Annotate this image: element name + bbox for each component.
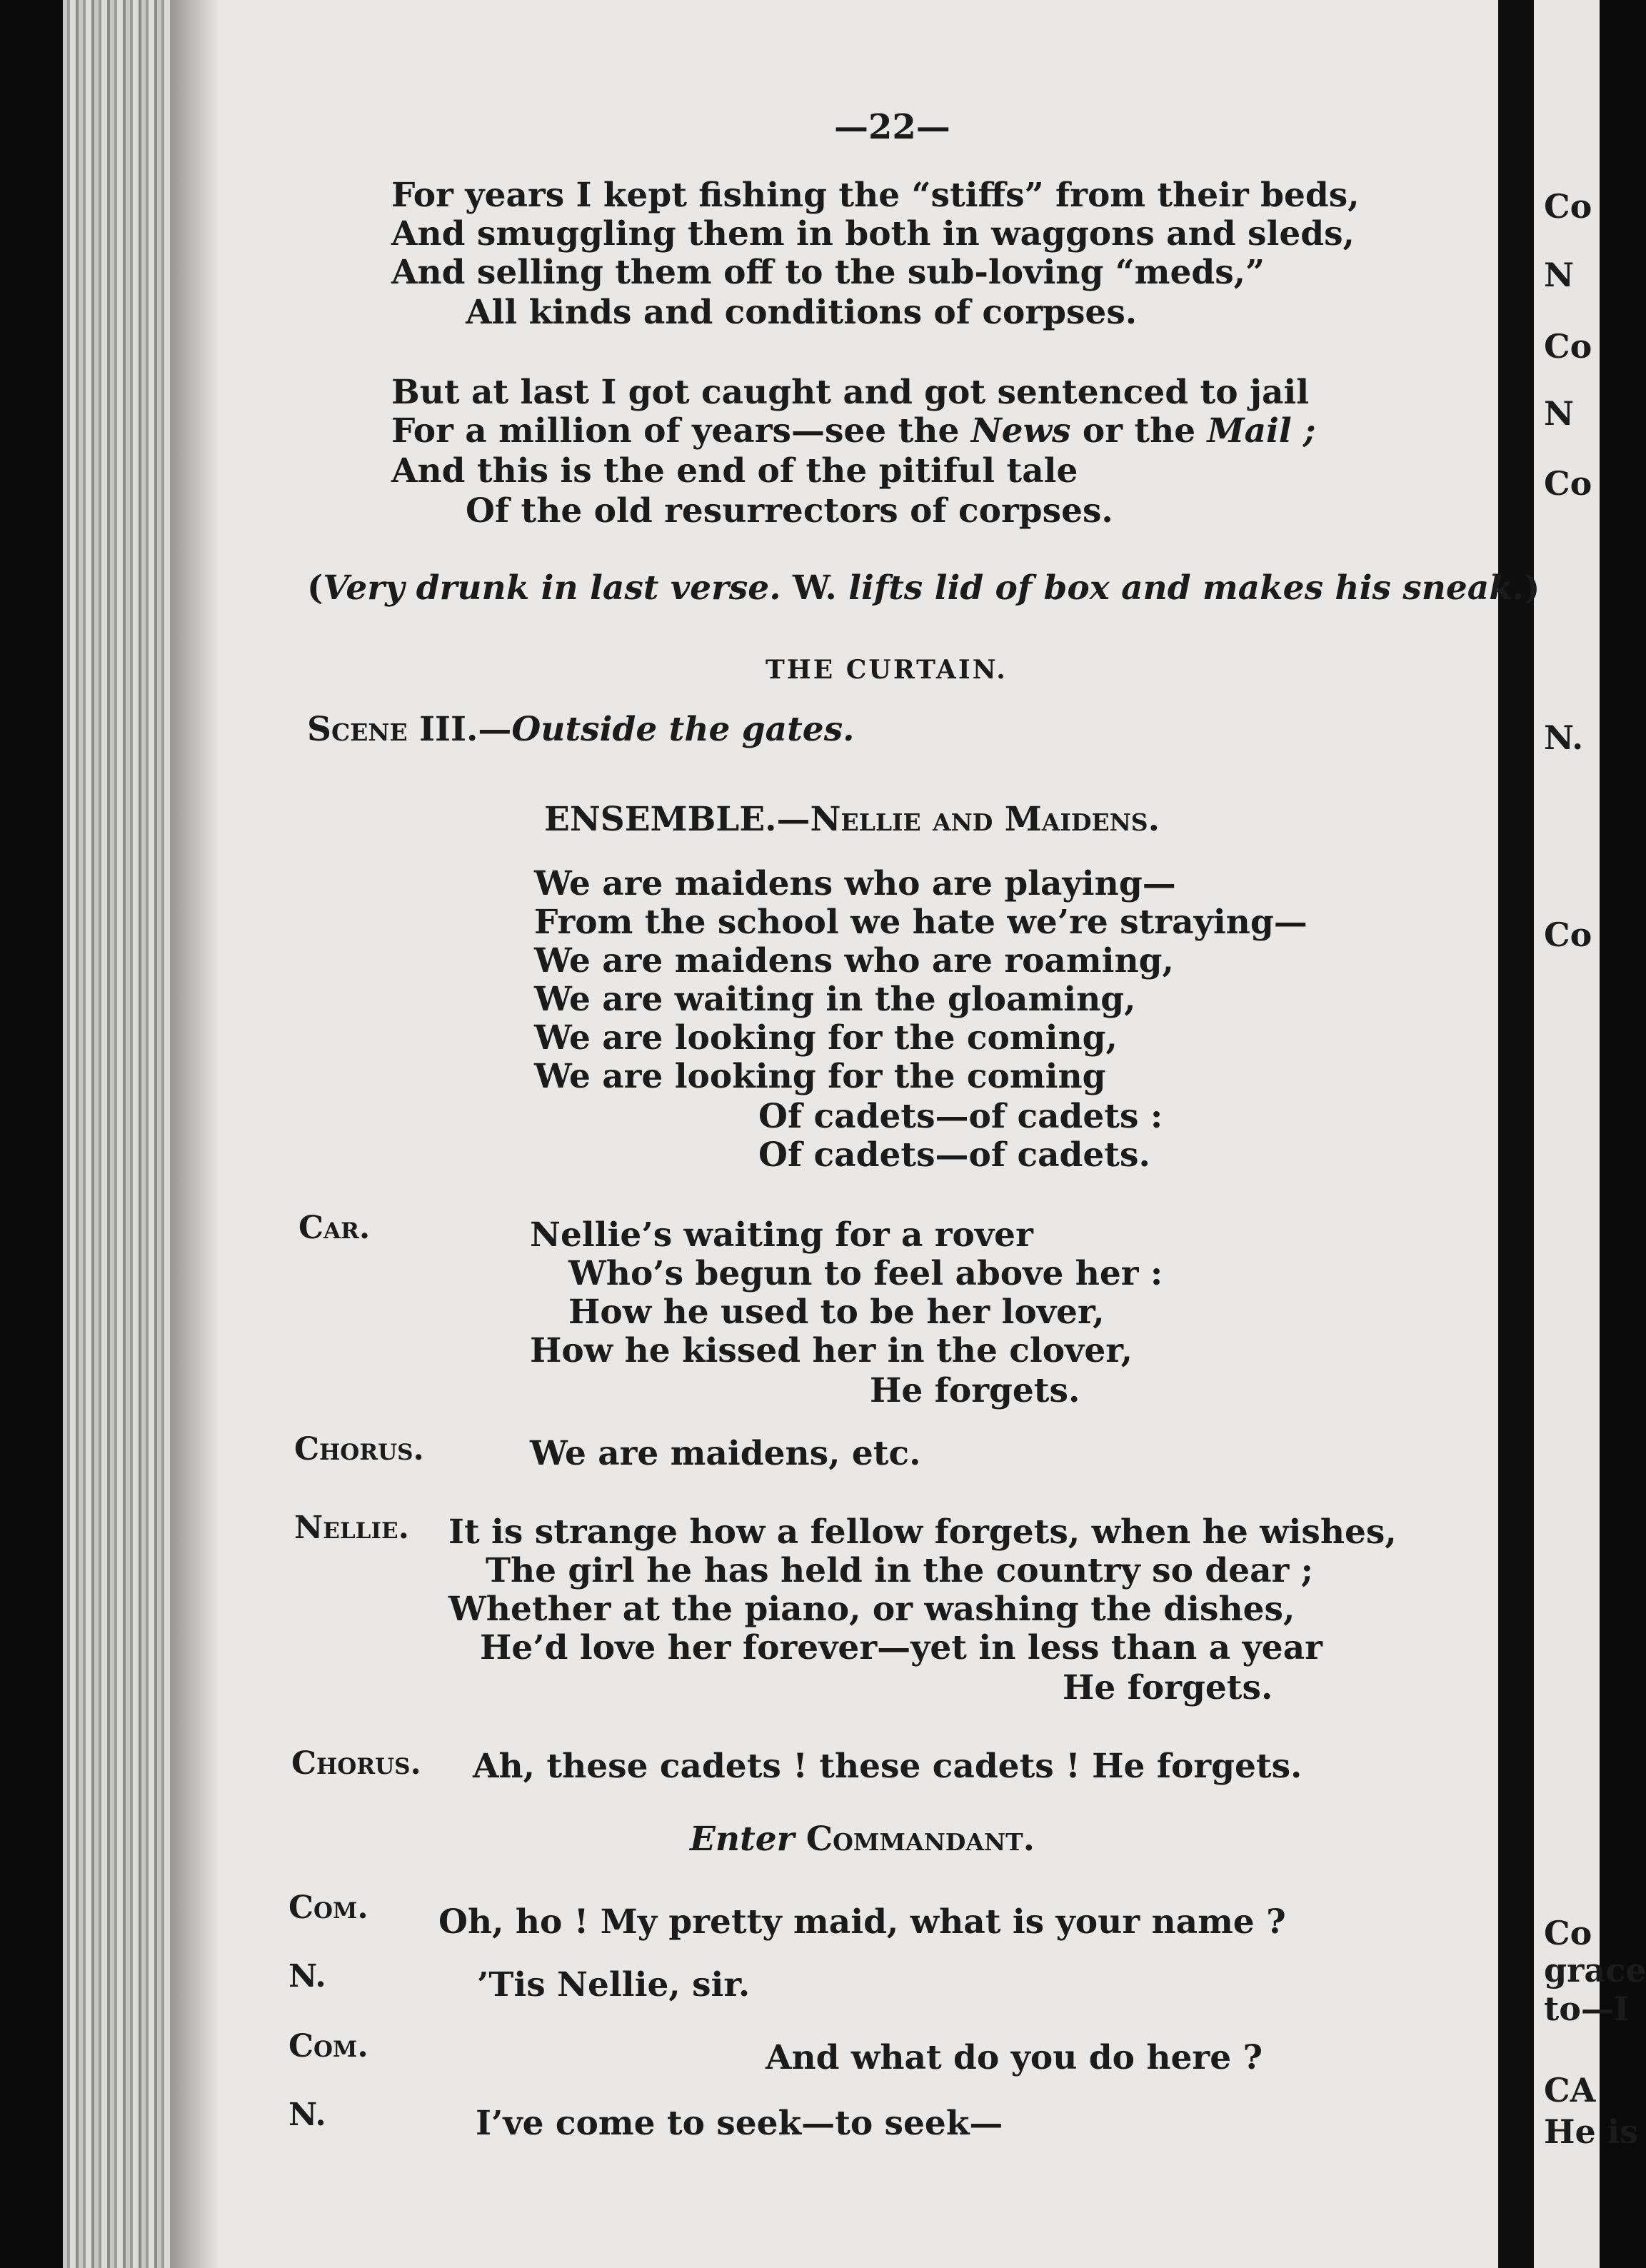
song-line: We are maidens, etc. [530,1434,921,1473]
scene-dash: — [478,710,512,749]
song-line: He forgets. [870,1371,1080,1410]
entering-character: Commandant. [806,1820,1035,1859]
direction-name: W. [792,568,837,608]
facing-text: N. [1544,718,1584,757]
speaker-label: Nellie. [294,1510,409,1546]
facing-text: grace [1544,1951,1646,1989]
song-line: Ah, these cadets ! these cadets ! He forgets. [473,1747,1303,1786]
ensemble-heading: ENSEMBLE.—Nellie and Maidens. [544,800,1160,839]
curtain-heading: THE CURTAIN. [766,655,1008,685]
facing-text: Co [1544,187,1592,226]
speaker-label: Car. [298,1210,371,1246]
song-line: We are maidens who are playing— [534,864,1176,903]
song-line: We are waiting in the gloaming, [534,980,1136,1019]
song-line: How he kissed her in the clover, [530,1331,1133,1370]
verse-line [391,411,1315,451]
scene-label: Scene III. [307,710,478,749]
song-line: We are looking for the coming [534,1057,1106,1096]
facing-text: Co [1544,1914,1592,1952]
verse-text: or the [1082,411,1196,451]
speaker-label: Chorus. [294,1431,424,1467]
song-line: How he used to be her lover, [568,1293,1105,1332]
entrance-direction [690,1820,1035,1860]
direction-text: lifts lid of box and makes his sneak. [848,568,1525,608]
song-line: From the school we hate we’re straying— [534,903,1308,942]
song-line: The girl he has held in the country so dear ; [486,1551,1314,1590]
facing-text: to—I [1544,1989,1630,2028]
speaker-label: Com. [288,2028,368,2064]
song-line: We are looking for the coming, [534,1018,1118,1058]
song-line: Of cadets—of cadets : [758,1097,1163,1136]
facing-text: He is [1544,2112,1639,2151]
dialogue-line: Oh, ho ! My pretty maid, what is your name ? [438,1902,1286,1942]
verse-line: And smuggling them in both in waggons and sleds, [391,214,1355,254]
verse-line: But at last I got caught and got sentenced to jail [391,373,1310,412]
verse-line: And selling them off to the sub-loving “meds,” [391,253,1265,292]
song-line: We are maidens who are roaming, [534,941,1174,980]
song-line: Nellie’s waiting for a rover [530,1215,1033,1255]
verse-text: For a million of years—see the [391,411,960,451]
dialogue-line: I’ve come to seek—to seek— [476,2104,1003,2143]
speaker-label: Com. [288,1890,368,1926]
scene-heading [307,710,855,750]
facing-text: Co [1544,915,1592,954]
facing-text: CA [1544,2071,1596,2109]
enter-word: Enter [690,1820,795,1859]
verse-line: And this is the end of the pitiful tale [391,451,1078,491]
verse-line: For years I kept fishing the “stiffs” from their beds, [391,176,1360,215]
song-line: Whether at the piano, or washing the dishes, [448,1590,1295,1629]
newspaper-title: Mail ; [1207,411,1316,451]
facing-text: Co [1544,327,1592,366]
direction-text: Very drunk in last verse. [323,568,781,608]
facing-text: Co [1544,464,1592,503]
scene-place: Outside the gates. [511,710,855,749]
song-line: Who’s begun to feel above her : [568,1254,1163,1293]
speaker-label: N. [288,1958,326,1994]
speaker-label: Chorus. [291,1745,421,1782]
paren: ) [1524,568,1540,608]
song-line: Of cadets—of cadets. [758,1135,1150,1175]
verse-line: All kinds and conditions of corpses. [466,293,1138,332]
paren: ( [307,568,323,608]
speaker-label: N. [288,2097,326,2133]
song-line: He forgets. [1063,1668,1273,1707]
page-number: —22— [834,107,950,147]
newspaper-title: News [970,411,1071,451]
stage-direction [307,568,1540,608]
dialogue-line: ’Tis Nellie, sir. [477,1965,751,2004]
dialogue-line: And what do you do here ? [766,2038,1263,2077]
facing-text: N [1544,394,1575,433]
song-line: It is strange how a fellow forgets, when he wishes, [448,1512,1397,1552]
verse-line: Of the old resurrectors of corpses. [466,491,1113,531]
facing-text: N [1544,256,1575,294]
song-line: He’d love her forever—yet in less than a year [480,1628,1323,1667]
